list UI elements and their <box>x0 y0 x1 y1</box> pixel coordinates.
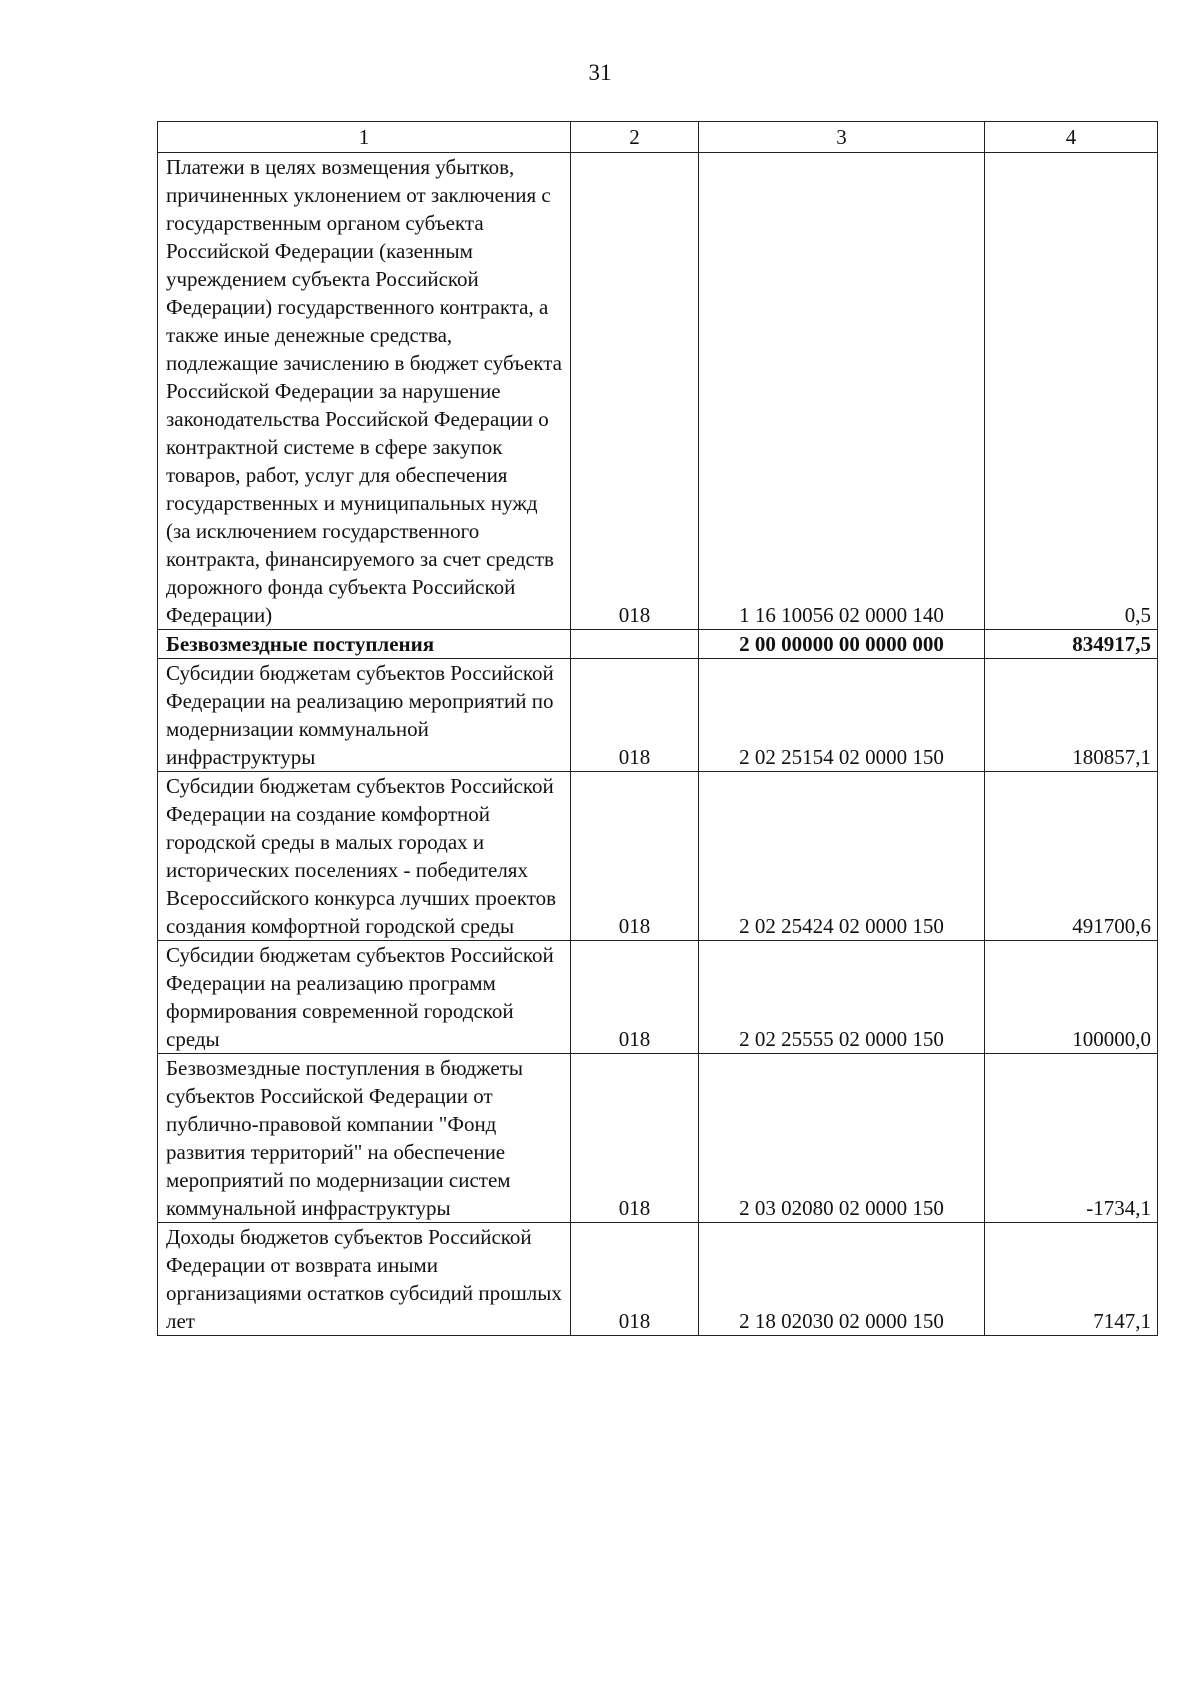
row-name: Платежи в целях возмещения убытков, причиненных уклонением от заключения с государственным органом субъекта Российской Федерации (казенным учреждением субъекта Российской Федерации) государственного контракта, а также иные денежные средства, подлежащие зачислению в бюджет субъекта Российской Федерации за нарушение законодательства Российской Федерации о контрактной системе в сфере закупок товаров, работ, услуг для обеспечения государственных и муниципальных нужд (за исключением государственного контракта, финансируемого за счет средств дорожного фонда субъекта Российской Федерации) <box>158 153 571 630</box>
table-row <box>158 772 1158 941</box>
row-classification-code: 2 02 25555 02 0000 150 <box>699 941 985 1054</box>
row-amount: -1734,1 <box>985 1054 1158 1223</box>
row-name: Субсидии бюджетам субъектов Российской Федерации на реализацию мероприятий по модернизации коммунальной инфраструктуры <box>158 659 571 772</box>
page-number: 31 <box>588 60 612 85</box>
row-name: Безвозмездные поступления в бюджеты субъектов Российской Федерации от публично-правовой компании "Фонд развития территорий" на обеспечение мероприятий по модернизации систем коммунальной инфраструктуры <box>158 1054 571 1223</box>
column-header-3: 3 <box>699 122 985 153</box>
table-row-total <box>158 630 1158 659</box>
row-amount: 180857,1 <box>985 659 1158 772</box>
row-classification-code: 2 02 25154 02 0000 150 <box>699 659 985 772</box>
row-name: Субсидии бюджетам субъектов Российской Федерации на создание комфортной городской среды в малых городах и исторических поселениях - победителях Всероссийского конкурса лучших проектов создания комфортной городской среды <box>158 772 571 941</box>
row-name: Субсидии бюджетам субъектов Российской Федерации на реализацию программ формирования современной городской среды <box>158 941 571 1054</box>
revenue-table <box>157 121 1158 1336</box>
table-header-row <box>158 122 1158 153</box>
row-classification-code: 2 02 25424 02 0000 150 <box>699 772 985 941</box>
row-classification-code: 2 00 00000 00 0000 000 <box>699 630 985 659</box>
row-classification-code: 2 03 02080 02 0000 150 <box>699 1054 985 1223</box>
table-row <box>158 153 1158 630</box>
row-amount: 7147,1 <box>985 1223 1158 1336</box>
row-amount: 491700,6 <box>985 772 1158 941</box>
row-amount: 834917,5 <box>985 630 1158 659</box>
row-name: Безвозмездные поступления <box>158 630 571 659</box>
row-admin-code: 018 <box>571 1054 699 1223</box>
table-row <box>158 1054 1158 1223</box>
row-amount: 100000,0 <box>985 941 1158 1054</box>
column-header-4: 4 <box>985 122 1158 153</box>
table-row <box>158 1223 1158 1336</box>
table-row <box>158 659 1158 772</box>
column-header-1: 1 <box>158 122 571 153</box>
row-admin-code: 018 <box>571 153 699 630</box>
row-admin-code: 018 <box>571 772 699 941</box>
row-name: Доходы бюджетов субъектов Российской Федерации от возврата иными организациями остатков субсидий прошлых лет <box>158 1223 571 1336</box>
row-classification-code: 1 16 10056 02 0000 140 <box>699 153 985 630</box>
row-classification-code: 2 18 02030 02 0000 150 <box>699 1223 985 1336</box>
table-row <box>158 941 1158 1054</box>
row-admin-code <box>571 630 699 659</box>
row-admin-code: 018 <box>571 941 699 1054</box>
column-header-2: 2 <box>571 122 699 153</box>
row-amount: 0,5 <box>985 153 1158 630</box>
row-admin-code: 018 <box>571 1223 699 1336</box>
row-admin-code: 018 <box>571 659 699 772</box>
